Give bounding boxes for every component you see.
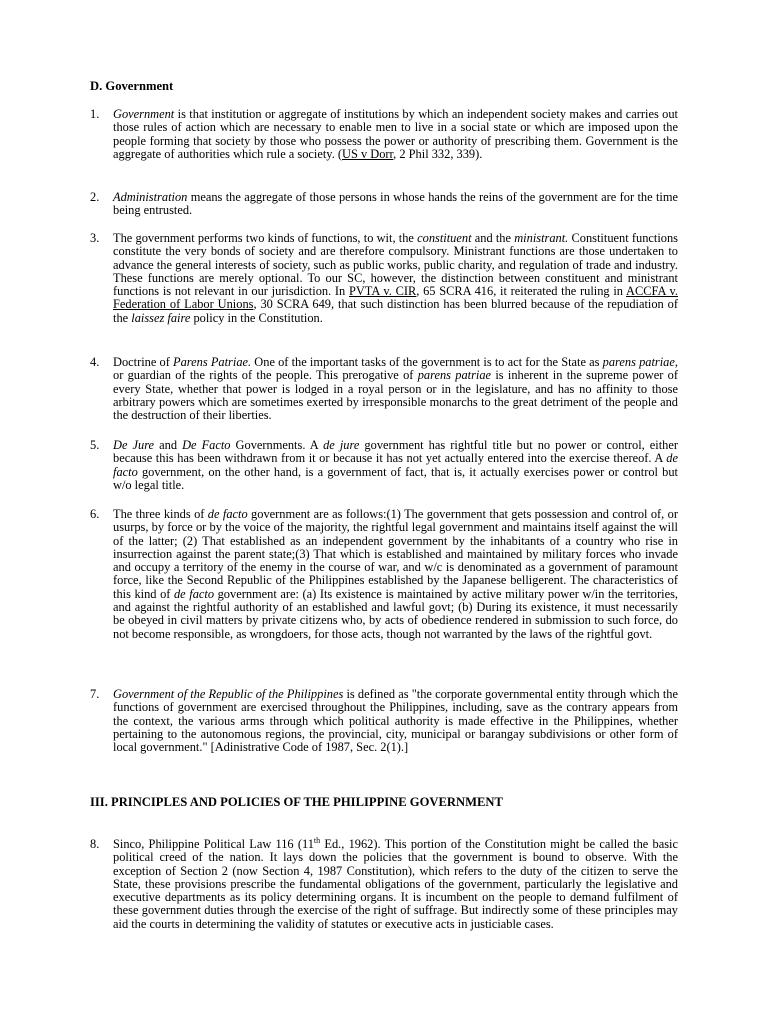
- item-text-part: , 65 SCRA 416, it reiterated the ruling in: [416, 284, 627, 299]
- item-number: 8.: [90, 837, 100, 851]
- item-text-part: means the aggregate of those persons in whose hands the reins of the government are for the time being entrusted.: [113, 190, 678, 218]
- item-term: ministrant.: [514, 231, 569, 245]
- item-term: De Facto: [182, 438, 231, 452]
- item-text: [113, 108, 678, 161]
- item-text-part: The three kinds of: [113, 507, 208, 521]
- item-text-part: government has rightful title but no power or control, either because this has been withdrawn from it or because it has not yet actually entered into the exercise thereof. A: [113, 438, 678, 466]
- item-text-part: Governments. A: [230, 438, 324, 452]
- ordinal-superscript: th: [313, 836, 321, 845]
- item-text: [113, 508, 678, 641]
- item-text-part: government, on the other hand, is a government of fact, that is, it actually exercises power or control but w/o legal title.: [113, 464, 678, 492]
- section-heading-iii: III. PRINCIPLES AND POLICIES OF THE PHILIPPINE GOVERNMENT: [90, 795, 503, 809]
- case-citation: ACCFA v. Federation of Labor Unions: [113, 284, 678, 312]
- list-item-8: [90, 838, 678, 931]
- item-number: 6.: [90, 507, 100, 521]
- item-text-part: is inherent in the supreme power of every State, whether that power is lodged in a royal person or in the legislature, and has no affinity to those arbitrary powers which are sometimes exerted by irresponsible monarchs to the great detriment of the people and the destruction of their liberties.: [113, 368, 678, 423]
- list-item-3: [90, 232, 678, 325]
- list-item-4: [90, 356, 678, 422]
- item-text-part: Doctrine of: [113, 355, 174, 369]
- item-text-part: The government performs two kinds of functions, to wit, the: [113, 231, 418, 245]
- item-number: 5.: [90, 438, 100, 452]
- item-term: Government: [113, 107, 175, 121]
- case-citation: US v Dorr: [342, 146, 394, 161]
- item-text-part: , or guardian of the rights of the people. This prerogative of: [113, 355, 678, 383]
- case-citation: PVTA v. CIR: [348, 284, 417, 299]
- item-text-part: and the: [471, 231, 515, 245]
- item-term: Government of the Republic of the Philippines: [113, 687, 344, 701]
- item-text: [113, 356, 678, 422]
- item-number: 7.: [90, 687, 100, 701]
- list-item-2: [90, 191, 678, 218]
- item-text-part: , 2 Phil 332, 339).: [393, 146, 483, 161]
- item-term: de facto: [207, 507, 248, 521]
- item-text: [113, 232, 678, 325]
- item-term: Administration: [113, 190, 188, 204]
- item-term: parens patriae: [417, 368, 492, 383]
- item-text-part: Constituent functions constitute the very bonds of society and are therefore compulsory. Ministrant functions are those undertaken to advance the general interests of society, such as public works, public charity, and regulation of trade and industry. These functions are merely optional. To our SC, however, the distinction between constituent and ministrant functions is not relevant in our jurisdiction. In: [113, 231, 678, 299]
- item-text: [113, 439, 678, 492]
- item-text: [113, 191, 678, 218]
- item-text-part: is that institution or aggregate of institutions by which an independent society makes and carries out those rules of action which are necessary to enable men to live in a social state or which are imposed upon the people forming that society by those who possess the power or authority of prescribing them. Government is the aggregate of authorities which rule a society. (: [113, 107, 678, 161]
- item-text-part: Ed., 1962). This portion of the Constitution might be called the basic political creed of the nation. It lays down the policies that the government is bound to observe. With the exception of Section 2 (now Section 4, 1987 Constitution), which refers to the duty of the citizen to serve the State, these provisions prescribe the fundamental obligations of the government, particularly the legislative and executive departments as its policy determining organs. It is incumbent on the people to demand fulfilment of these government duties through the exercise of the right of suffrage. But indirectly some of these principles may aid the courts in determining the validity of statutes or executive acts in justiciable cases.: [113, 837, 678, 931]
- item-text-part: is defined as "the corporate governmental entity through which the functions of government are exercised throughout the Philippines, including, save as the contrary appears from the context, the various arms through which political authority is made effective in the Philippines, whether pertaining to the autonomous regions, the provincial, city, municipal or barangay subdivisions or other form of local government." [Adinistrative Code of 1987, Sec. 2(1).]: [113, 687, 678, 755]
- item-term: laissez faire: [131, 310, 191, 325]
- item-text: [113, 838, 678, 931]
- item-text-part: policy in the Constitution.: [190, 310, 323, 325]
- item-term: de facto: [173, 586, 215, 601]
- list-item-6: [90, 508, 678, 641]
- item-term: Parens Patriae.: [173, 355, 252, 369]
- item-number: 4.: [90, 355, 100, 369]
- item-text-part: , 30 SCRA 649, that such distinction has been blurred because of the repudiation of the: [113, 297, 678, 325]
- item-text-part: Sinco, Philippine Political Law 116 (11: [113, 837, 314, 851]
- item-text-part: and: [154, 438, 183, 452]
- item-number: 1.: [90, 107, 100, 121]
- list-item-5: [90, 439, 678, 492]
- item-term: De Jure: [113, 438, 155, 452]
- item-term: parens patriae: [602, 355, 675, 369]
- item-number: 3.: [90, 231, 100, 245]
- list-item-7: [90, 688, 678, 754]
- item-term: de jure: [323, 438, 360, 452]
- item-term: constituent: [417, 231, 472, 245]
- section-heading-d: D. Government: [90, 79, 174, 93]
- item-text-part: One of the important tasks of the government is to act for the State as: [251, 355, 603, 369]
- item-term: de facto: [113, 451, 678, 479]
- item-text-part: government are as follows:(1) The government that gets possession and control of, or usurps, by force or by the voice of the majority, the rightful legal government and maintains itself against the will of the latter; (2) That established as an independent government by the inhabitants of a country who rise in insurrection against the parent state;(3) That which is established and maintained by military forces who invade and occupy a territory of the enemy in the course of war, and w/c is denominated as a government of paramount force, like the Second Republic of the Philippines established by the Japanese belligerent. The characteristics of this kind of: [113, 507, 678, 601]
- item-number: 2.: [90, 190, 100, 204]
- list-item-1: [90, 108, 678, 161]
- item-text: [113, 688, 678, 754]
- item-text-part: government are: (a) Its existence is maintained by active military power w/in the territories, and against the rightful authority of an established and lawful govt; (b) During its existence, it must necessarily be obeyed in civil matters by private citizens who, by acts of obedience rendered in submission to such force, do not become responsible, as wrongdoers, for those acts, though not warranted by the laws of the rightful govt.: [113, 586, 678, 641]
